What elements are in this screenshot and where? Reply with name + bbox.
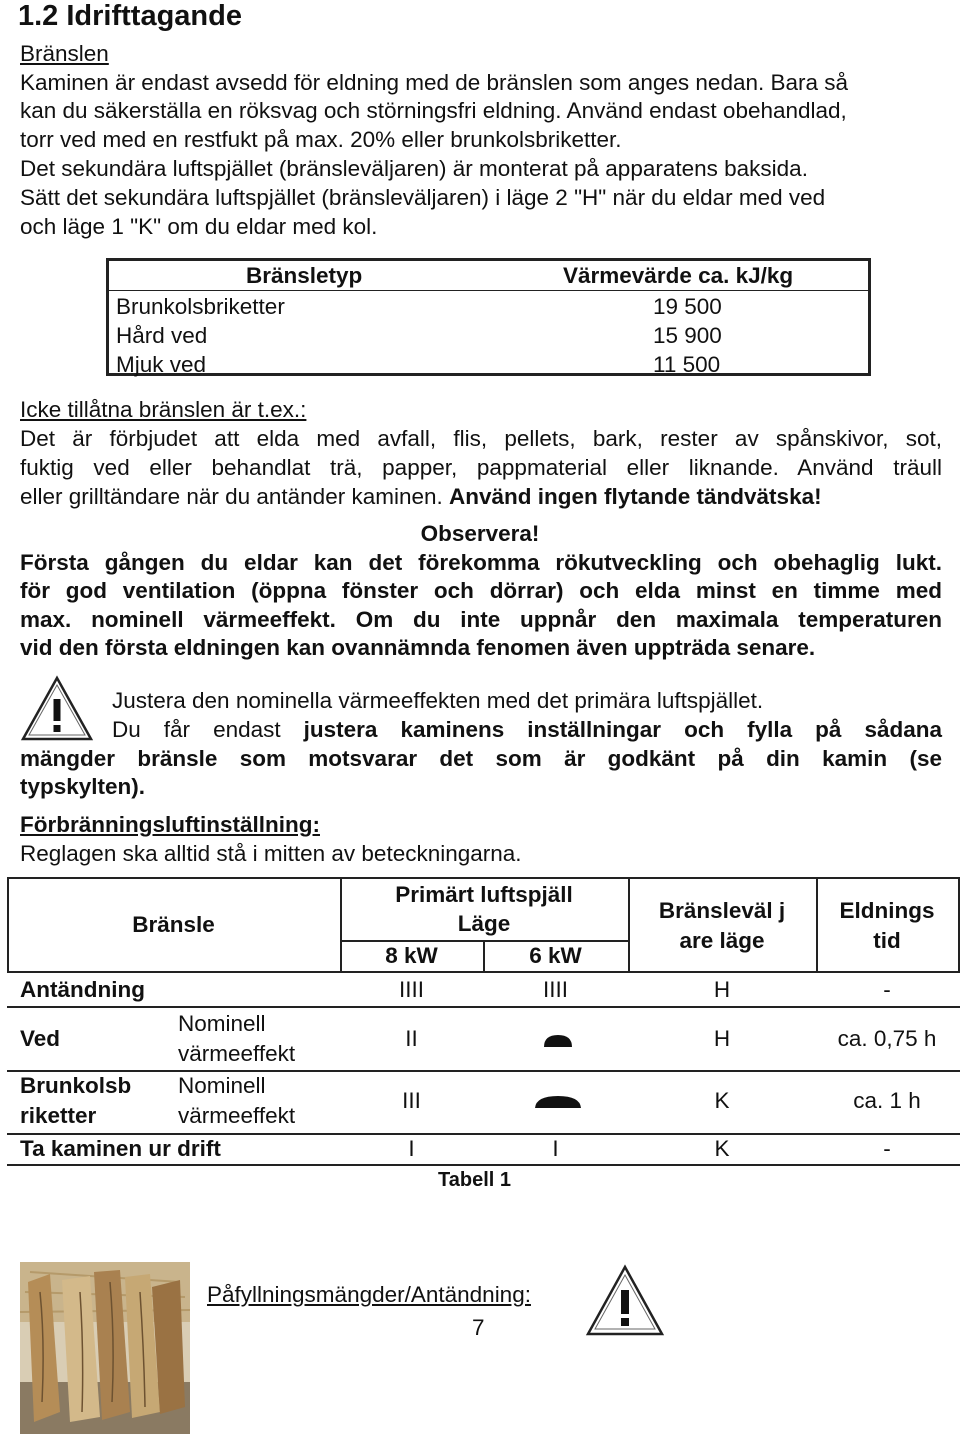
table-caption: Tabell 1: [438, 1169, 511, 1191]
row-wood-selector: H: [713, 1026, 731, 1051]
row-wood-8kw: II: [405, 1026, 418, 1051]
combustion-heading: Förbränningsluftinställning:: [20, 812, 320, 837]
fuels-para-line-1: Kaminen är endast avsedd för eldning med de bränslen som anges nedan. Bara så: [20, 70, 849, 95]
row-off-6kw: I: [552, 1136, 559, 1161]
table-border: [7, 971, 960, 973]
observe-line-1: Första gången du eldar kan det förekomma rökutveckling och obehaglig lukt.: [20, 550, 942, 575]
firewood-photo: [20, 1262, 190, 1434]
warning-triangle-icon: [20, 675, 94, 743]
row-off-time: -: [883, 1136, 891, 1161]
warning-line-2: [112, 715, 942, 744]
row-ignition-label: Antändning: [20, 977, 145, 1002]
row-ignition-selector: H: [713, 977, 731, 1002]
table-header-6kw: 6 kW: [529, 943, 582, 968]
warning-line-3: mängder bränsle som motsvarar det som är godkänt på din kamin (se: [20, 746, 942, 771]
row-briquette-selector: K: [714, 1088, 730, 1113]
table-header-fuel: Bränsle: [132, 912, 215, 937]
refill-heading: Påfyllningsmängder/Antändning:: [207, 1282, 531, 1307]
fuel-table-header-rule: [109, 290, 868, 291]
observe-line-3: max. nominell värmeeffekt. Om du inte uppnår den maximala temperaturen: [20, 607, 942, 632]
row-ignition-time: -: [883, 977, 891, 1002]
forbidden-line-3-text: eller grilltändare när du antänder kaminen.: [20, 484, 450, 509]
table-header-time-2: tid: [873, 928, 901, 953]
page-number: 7: [472, 1315, 485, 1340]
warning-triangle-icon: [585, 1264, 665, 1338]
fuel-table-cell: 19 500: [653, 294, 722, 319]
row-ignition-8kw: IIII: [398, 977, 424, 1002]
row-briquette-label-2: riketter: [20, 1103, 97, 1128]
row-briquette-8kw: III: [402, 1088, 421, 1113]
row-briquette-sub-1: Nominell: [178, 1073, 266, 1098]
row-briquette-sub-2: värmeeffekt: [178, 1103, 296, 1128]
table-header-time-1: Eldnings: [839, 898, 935, 923]
half-circle-icon: [543, 1029, 573, 1055]
fuels-para-line-5: Sätt det sekundära luftspjället (bränsleväljaren) i läge 2 "H" när du eldar med ved: [20, 185, 826, 210]
forbidden-warning-bold: Använd ingen flytande tändvätska!: [449, 484, 822, 509]
observe-line-2: för god ventilation (öppna fönster och dörrar) och elda minst en timme med: [20, 578, 942, 603]
table-header-selector-2: are läge: [679, 928, 765, 953]
forbidden-heading: Icke tillåtna bränslen är t.ex.:: [20, 397, 307, 422]
fuels-para-line-2: kan du säkerställa en röksvag och störningsfri eldning. Använd endast obehandlad,: [20, 98, 847, 123]
warning-line-4: typskylten).: [20, 774, 146, 799]
table-border: [7, 1070, 960, 1072]
table-border: [7, 1006, 960, 1008]
warning-line-2-text: Du får endast: [112, 717, 304, 742]
row-off-label: Ta kaminen ur drift: [20, 1136, 221, 1161]
observe-line-4: vid den första eldningen kan ovannämnda fenomen även uppträda senare.: [20, 635, 816, 660]
row-wood-label: Ved: [20, 1026, 61, 1051]
row-off-selector: K: [714, 1136, 730, 1161]
half-circle-wide-icon: [534, 1090, 582, 1116]
fuels-para-line-4: Det sekundära luftspjället (bränsleväljaren) är monterat på apparatens baksida.: [20, 156, 808, 181]
table-header-8kw: 8 kW: [385, 943, 438, 968]
row-off-8kw: I: [408, 1136, 415, 1161]
fuels-para-line-3: torr ved med en restfukt på max. 20% eller brunkolsbriketter.: [20, 127, 622, 152]
row-wood-sub-1: Nominell: [178, 1011, 266, 1036]
warning-line-1: Justera den nominella värmeeffekten med det primära luftspjället.: [112, 688, 764, 713]
table-header-selector-1: Bränsleväl j: [658, 898, 786, 923]
fuels-heading: Bränslen: [20, 41, 109, 66]
fuels-para-line-6: och läge 1 "K" om du eldar med kol.: [20, 214, 378, 239]
fuel-table: [106, 258, 871, 376]
warning-line-2-bold: justera kaminens inställningar och fylla på sådana: [303, 717, 942, 742]
fuel-table-header-type: Bränsletyp: [246, 263, 363, 288]
forbidden-line-2: fuktig ved eller behandlat trä, papper, pappmaterial eller liknande. Använd träull: [20, 455, 942, 480]
forbidden-line-3: [20, 482, 822, 511]
forbidden-line-1: Det är förbjudet att elda med avfall, flis, pellets, bark, rester av spånskivor, sot,: [20, 426, 942, 451]
fuel-table-cell: Hård ved: [116, 323, 208, 348]
combustion-text: Reglagen ska alltid stå i mitten av beteckningarna.: [20, 841, 522, 866]
fuel-table-header-value: Värmevärde ca. kJ/kg: [563, 263, 794, 288]
fuel-table-cell: 15 900: [653, 323, 722, 348]
section-title: 1.2 Idrifttagande: [18, 0, 242, 32]
row-wood-time: ca. 0,75 h: [837, 1026, 937, 1051]
fuel-table-cell: Brunkolsbriketter: [116, 294, 285, 319]
table-header-primary-2: Läge: [457, 911, 511, 936]
row-briquette-label-1: Brunkolsb: [20, 1073, 132, 1098]
observe-heading: Observera!: [420, 521, 540, 546]
row-ignition-6kw: IIII: [542, 977, 568, 1002]
fuel-table-cell: Mjuk ved: [116, 352, 207, 377]
fuel-table-cell: 11 500: [653, 352, 721, 377]
row-briquette-time: ca. 1 h: [853, 1088, 921, 1113]
row-wood-sub-2: värmeeffekt: [178, 1041, 296, 1066]
table-header-primary-1: Primärt luftspjäll: [395, 882, 573, 907]
